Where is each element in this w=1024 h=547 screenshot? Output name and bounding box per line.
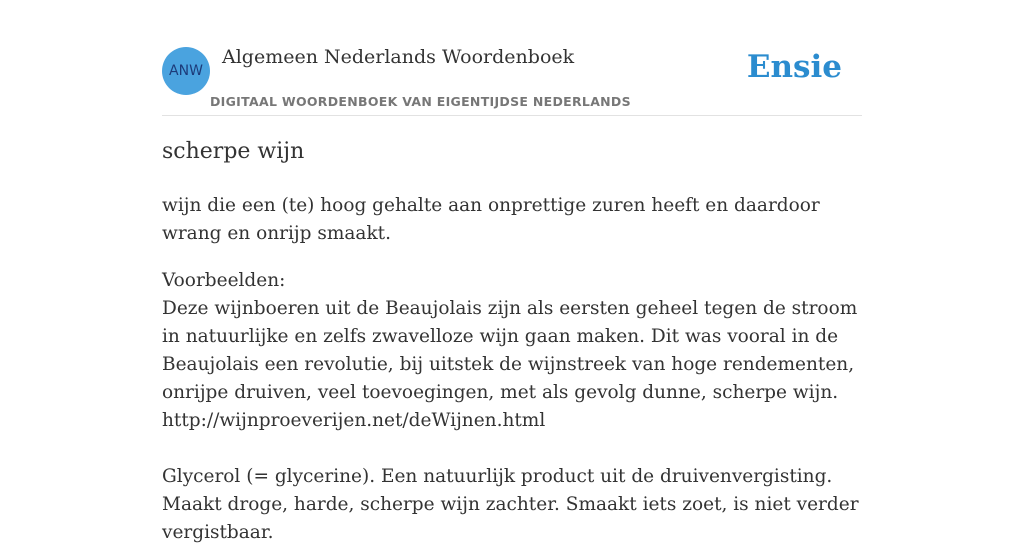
entry-term: scherpe wijn [162,139,305,164]
examples-label: Voorbeelden: [162,270,286,291]
example-text: Glycerol (= glycerine). Een natuurlijk product uit de druivenvergisting. Maakt droge, harde, scherpe wijn zachter. Smaakt iets zoet, is niet verder vergistbaar. [162,466,859,543]
header-divider [162,115,862,116]
site-subtitle: DIGITAAL WOORDENBOEK VAN EIGENTIJDSE NEDERLANDS [210,94,631,109]
entry-definition: wijn die een (te) hoog gehalte aan onprettige zuren heeft en daardoor wrang en onrijp smaakt. [162,195,820,244]
example-spacer [162,435,862,463]
logo-text: ANW [169,63,203,79]
anw-logo[interactable] [162,47,210,95]
ensie-brand-link[interactable]: Ensie [746,49,842,85]
examples-section [162,267,862,547]
example-source-link[interactable]: http://wijnproeverijen.net/deWijnen.html [162,410,546,431]
example-text: Deze wijnboeren uit de Beaujolais zijn als eersten geheel tegen de stroom in natuurlijke en zelfs zwavelloze wijn gaan maken. Dit was vooral in de Beaujolais een revolutie, bij uitstek de wijnstreek van hoge rendementen, onrijpe druiven, veel toevoegingen, met als gevolg dunne, scherpe wijn. [162,298,858,403]
site-title[interactable]: Algemeen Nederlands Woordenboek [222,46,575,68]
